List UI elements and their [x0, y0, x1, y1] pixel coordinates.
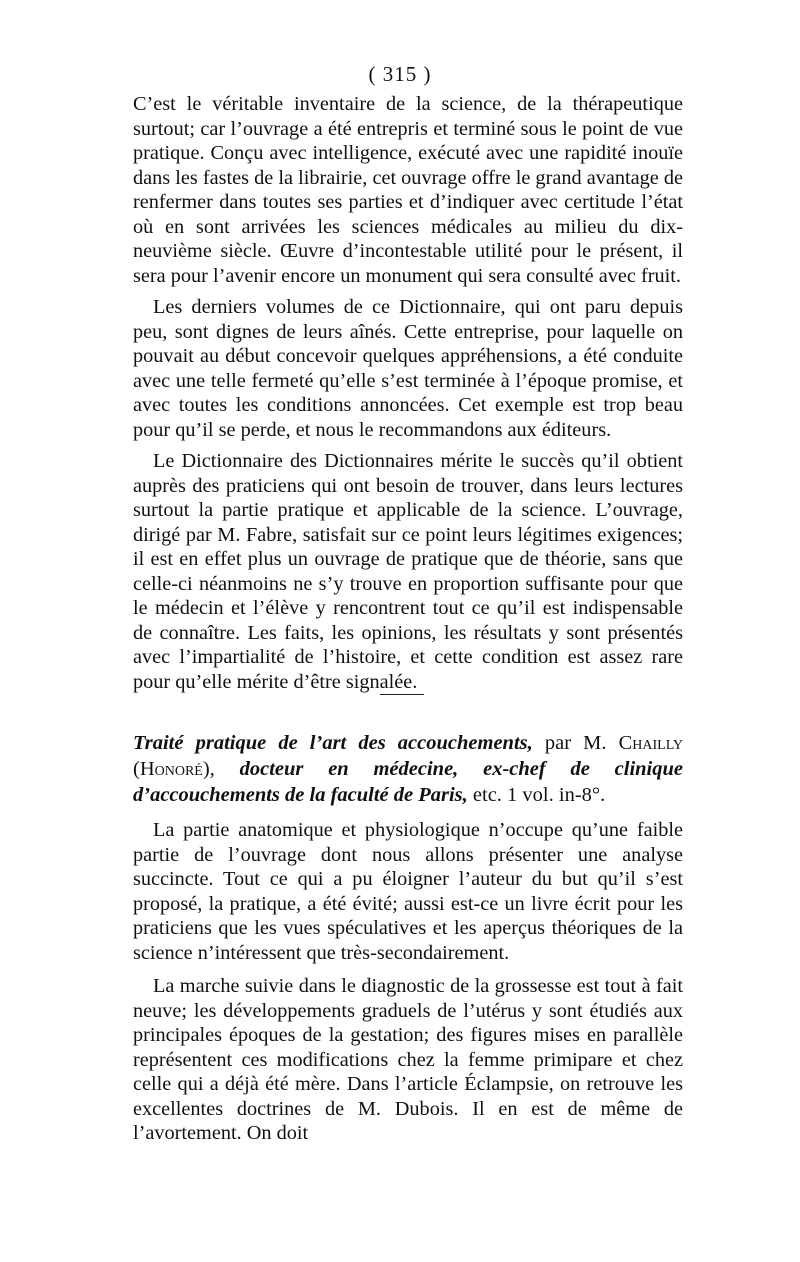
paragraph: La partie anatomique et physiologique n’occupe qu’une faible partie de l’ouvrage dont nous allons présenter une analyse succincte. Tout ce qui a pu éloigner l’auteur du but qu’il s’est proposé, la pratique, a été évité; aussi est-ce un livre écrit pour les praticiens que les vues spéculatives et les aperçus théoriques de la science n’intéressent que très-secondairement.	[133, 819, 683, 964]
page-number: ( 315 )	[368, 62, 432, 86]
dictionary-review-section	[133, 92, 683, 701]
author-surname: Chailly	[618, 732, 683, 754]
author-description: docteur en médecine, ex-chef de clinique d’accouchements de la faculté de Paris,	[133, 758, 683, 806]
paragraph: C’est le véritable inventaire de la science, de la thérapeutique surtout; car l’ouvrage a été entrepris et terminé sous le point de vue pratique. Conçu avec intelligence, exécuté avec une rapidité inouïe dans les fastes de la librairie, cet ouvrage offre le grand avantage de renfermer dans toutes ses parties et d’indiquer avec certitude l’état où en sont arrivées les sciences médicales au milieu du dix-neuvième siècle. Œuvre d’incontestable utilité pour le présent, il sera pour l’avenir encore un monument qui sera consulté avec fruit.	[133, 93, 683, 287]
paragraph: Le Dictionnaire des Dictionnaires mérite le succès qu’il obtient auprès des praticiens qui ont besoin de trouver, dans leurs lectures surtout la partie pratique et applicable de la science. L’ouvrage, dirigé par M. Fabre, satisfait sur ce point leurs légitimes exigences; il est en effet plus un ouvrage de pratique que de théorie, sans que celle-ci néanmoins ne s’y trouve en proportion suffisante pour que le médecin et l’élève y rencontrent tout ce qu’il est indispensable de connaître. Les faits, les opinions, les résultats y sont présentés avec l’impartialité de l’histoire, et cette condition est assez rare pour qu’elle mérite d’être signalée.	[133, 450, 683, 693]
review-by: par M.	[532, 732, 619, 754]
author-given-name: (Honoré),	[133, 758, 215, 780]
review-body	[133, 818, 683, 1155]
section-divider	[380, 694, 424, 695]
paragraph: La marche suivie dans le diagnostic de la grossesse est tout à fait neuve; les développements graduels de l’utérus y sont étudiés aux principales époques de la gestation; des figures mises en parallèle représentent ces modifications chez la femme primipare et chez celle qui a déjà été mère. Dans l’article Éclampsie, on retrouve les excellentes doctrines de M. Dubois. Il en est de même de l’avortement. On doit	[133, 975, 683, 1144]
review-title: Traité pratique de l’art des accouchements,	[133, 732, 533, 754]
edition-info: etc. 1 vol. in-8°.	[467, 784, 606, 806]
review-heading	[133, 730, 683, 808]
paragraph: Les derniers volumes de ce Dictionnaire, qui ont paru depuis peu, sont dignes de leurs aînés. Cette entreprise, pour laquelle on pouvait au début concevoir quelques appréhensions, a été conduite avec une telle fermeté qu’elle s’est terminée à l’époque promise, et avec toutes les conditions annoncées. Cet exemple est trop beau pour qu’il se perde, et nous le recommandons aux éditeurs.	[133, 296, 683, 441]
